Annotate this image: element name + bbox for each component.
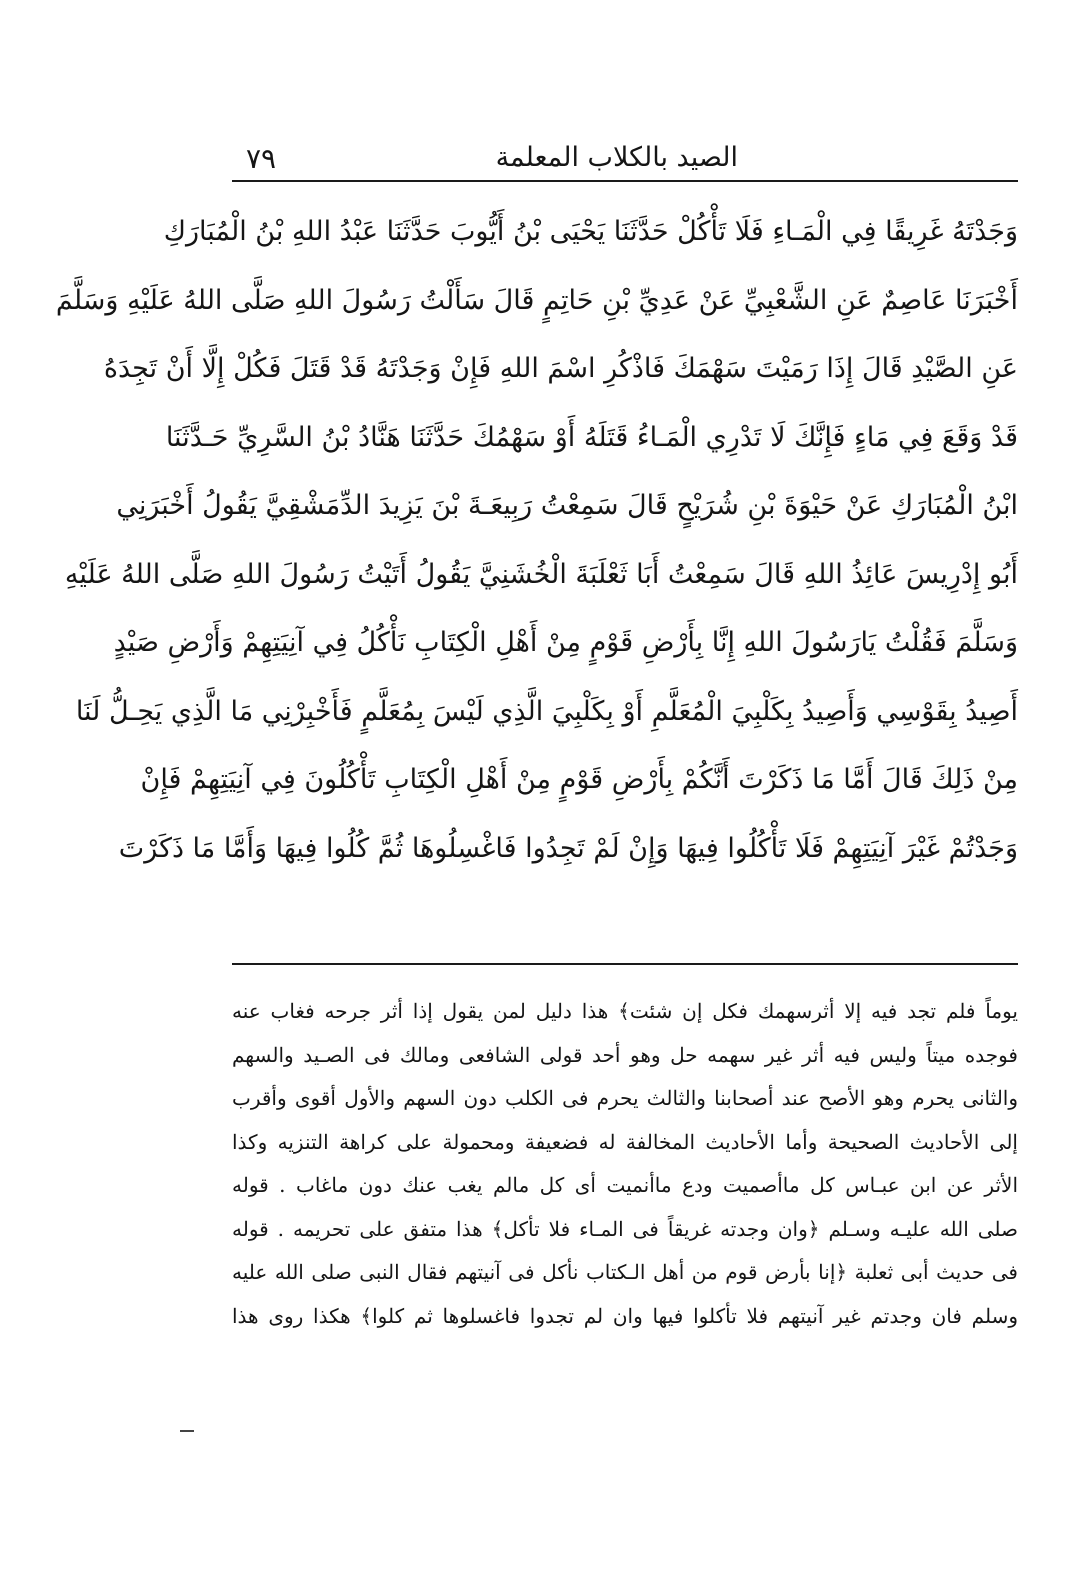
commentary-line: فى حديث أبى ثعلبة ﴿إنا بأرض قوم من أهل الـكتاب نأكل فى آنيتهم فقال النبى صلى الله عليه xyxy=(232,1260,1018,1284)
main-text-line: أَصِيدُ بِقَوْسِي وَأَصِيدُ بِكَلْبِيَ الْمُعَلَّمِ أَوْ بِكَلْبِيَ الَّذِي لَيْسَ بِمُعَلَّمٍ فَأَخْبِرْنِي مَا الَّذِي يَحِـلُّ لَنَا xyxy=(75,695,1018,727)
running-title: الصيد بالكلاب المعلمة xyxy=(495,142,738,173)
main-text-line: قَدْ وَقَعَ فِي مَاءٍ فَإِنَّكَ لَا تَدْرِي الْمَـاءُ قَتَلَهُ أَوْ سَهْمُكَ حَدَّثَنَا هَنَّادُ بْنُ السَّرِيِّ حَـدَّثَنَا xyxy=(165,421,1018,453)
commentary-line: إلى الأحاديث الصحيحة وأما الأحاديث المخالفة له فضعيفة ومحمولة على كراهة التنزيه وكذا xyxy=(232,1129,1018,1154)
main-text-line: مِنْ ذَلِكَ قَالَ أَمَّا مَا ذَكَرْتَ أَنَّكُمْ بِأَرْضِ قَوْمٍ مِنْ أَهْلِ الْكِتَابِ تَأْكُلُونَ فِي آنِيَتِهِمْ فَإِنْ xyxy=(140,764,1018,795)
main-text-line: ابْنُ الْمُبَارَكِ عَنْ حَيْوَةَ بْنِ شُرَيْحٍ قَالَ سَمِعْتُ رَبِيعَـةَ بْنَ يَزِيدَ الدِّمَشْقِيَّ يَقُولُ أَخْبَرَنِي xyxy=(116,490,1018,521)
commentary-line: الأثر عن ابن عبـاس كل ماأصميت ودع ماأنميت أى كل مالم يغب عنك دون ماغاب . قوله xyxy=(232,1173,1018,1197)
margin-mark xyxy=(180,1430,194,1432)
commentary-line: والثانى يحرم وهو الأصح عند أصحابنا والثالث يحرم فى الكلب دون السهم والأول أقوى وأقرب xyxy=(232,1086,1018,1110)
main-text-line: وَجَدْتُمْ غَيْرَ آنِيَتِهِمْ فَلَا تَأْكُلُوا فِيهَا وَإِنْ لَمْ تَجِدُوا فَاغْسِلُوهَا ثُمَّ كُلُوا فِيهَا وَأَمَّا مَا ذَكَرْتَ xyxy=(118,832,1018,864)
main-text-line: وَسَلَّمَ فَقُلْتُ يَارَسُولَ اللهِ إِنَّا بِأَرْضِ قَوْمٍ مِنْ أَهْلِ الْكِتَابِ نَأْكُلُ فِي آنِيَتِهِمْ وَأَرْضِ صَيْدٍ xyxy=(113,627,1018,658)
commentary-line: صلى الله عليـه وسـلم ﴿وان وجدته غريقاً فى المـاء فلا تأكل﴾ هذا متفق على تحريمه . قوله xyxy=(232,1216,1018,1241)
commentary-line: فوجده ميتاً وليس فيه أثر غير سهمه حل وهو أحد قولى الشافعى ومالك فى الصـيد والسهم xyxy=(232,1042,1018,1067)
commentary-line: يوماً فلم تجد فيه إلا أثرسهمك فكل إن شئت﴾ هذا دليل لمن يقول إذا أثر جرحه فغاب عنه xyxy=(232,999,1018,1023)
header-rule xyxy=(232,180,1018,182)
main-text-line: أَخْبَرَنَا عَاصِمٌ عَنِ الشَّعْبِيِّ عَنْ عَدِيِّ بْنِ حَاتِمٍ قَالَ سَأَلْتُ رَسُولَ اللهِ صَلَّى اللهُ عَلَيْهِ وَسَلَّمَ xyxy=(55,284,1018,316)
main-text-line: عَنِ الصَّيْدِ قَالَ إِذَا رَمَيْتَ سَهْمَكَ فَاذْكُرِ اسْمَ اللهِ فَإِنْ وَجَدْتَهُ قَدْ قَتَلَ فَكُلْ إِلَّا أَنْ تَجِدَهُ xyxy=(103,353,1018,384)
page-number: ٧٩ xyxy=(246,142,277,175)
commentary-rule xyxy=(232,963,1018,965)
commentary-line: وسلم فان وجدتم غير آنيتهم فلا تأكلوا فيها وان لم تجدوا فاغسلوها ثم كلوا﴾ هكذا روى هذا xyxy=(232,1303,1018,1328)
page-header xyxy=(232,138,1018,178)
commentary-block xyxy=(232,990,1018,1338)
main-text-block xyxy=(55,198,1018,883)
main-text-line: وَجَدْتَهُ غَرِيقًا فِي الْمَـاءِ فَلَا تَأْكُلْ حَدَّثَنَا يَحْيَى بْنُ أَيُّوبَ حَدَّثَنَا عَبْدُ اللهِ بْنُ الْمُبَارَكِ xyxy=(163,216,1018,247)
main-text-line: أَبُو إِدْرِيسَ عَائِذُ اللهِ قَالَ سَمِعْتُ أَبَا ثَعْلَبَةَ الْخُشَنِيَّ يَقُولُ أَتَيْتُ رَسُولَ اللهِ صَلَّى اللهُ عَلَيْهِ xyxy=(64,558,1018,590)
